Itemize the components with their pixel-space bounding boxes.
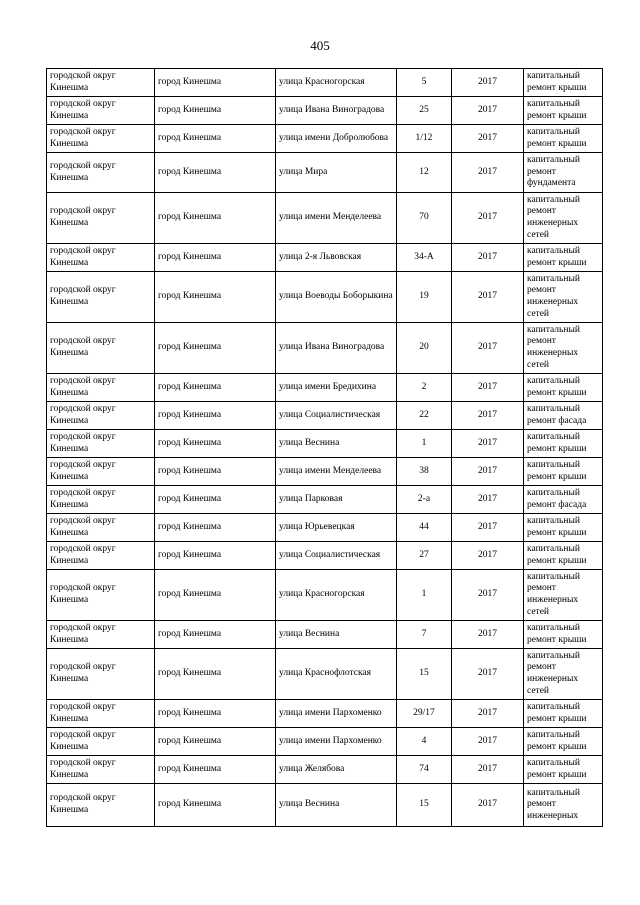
- table-body: [47, 69, 603, 827]
- house-number-cell: 2: [397, 374, 452, 402]
- work-type-cell: капитальный ремонт крыши: [524, 125, 603, 153]
- house-number-cell: 70: [397, 193, 452, 244]
- house-number-cell: 22: [397, 402, 452, 430]
- district-cell: городской округ Кинешма: [47, 402, 155, 430]
- city-cell: город Кинешма: [155, 570, 276, 621]
- district-cell: городской округ Кинешма: [47, 514, 155, 542]
- house-number-cell: 38: [397, 458, 452, 486]
- city-cell: город Кинешма: [155, 514, 276, 542]
- street-cell: улица имени Пархоменко: [276, 728, 397, 756]
- street-cell: улица имени Менделеева: [276, 458, 397, 486]
- work-type-cell: капитальный ремонт крыши: [524, 458, 603, 486]
- table-row: [47, 97, 603, 125]
- table-row: [47, 514, 603, 542]
- table-row: [47, 69, 603, 97]
- street-cell: улица 2-я Львовская: [276, 244, 397, 272]
- house-number-cell: 27: [397, 542, 452, 570]
- work-type-cell: капитальный ремонт инженерных сетей: [524, 649, 603, 700]
- year-cell: 2017: [452, 193, 524, 244]
- house-number-cell: 12: [397, 153, 452, 193]
- work-type-cell: капитальный ремонт крыши: [524, 430, 603, 458]
- district-cell: городской округ Кинешма: [47, 621, 155, 649]
- street-cell: улица Социалистическая: [276, 542, 397, 570]
- work-type-cell: капитальный ремонт крыши: [524, 700, 603, 728]
- work-type-cell: капитальный ремонт инженерных сетей: [524, 272, 603, 323]
- work-type-cell: капитальный ремонт крыши: [524, 756, 603, 784]
- street-cell: улица Мира: [276, 153, 397, 193]
- district-cell: городской округ Кинешма: [47, 430, 155, 458]
- table-row: [47, 323, 603, 374]
- city-cell: город Кинешма: [155, 486, 276, 514]
- year-cell: 2017: [452, 514, 524, 542]
- year-cell: 2017: [452, 784, 524, 827]
- city-cell: город Кинешма: [155, 458, 276, 486]
- work-type-cell: капитальный ремонт крыши: [524, 542, 603, 570]
- table-row: [47, 244, 603, 272]
- table-row: [47, 402, 603, 430]
- city-cell: город Кинешма: [155, 69, 276, 97]
- street-cell: улица Ивана Виноградова: [276, 97, 397, 125]
- table-row: [47, 570, 603, 621]
- house-number-cell: 1/12: [397, 125, 452, 153]
- work-type-cell: капитальный ремонт крыши: [524, 69, 603, 97]
- house-number-cell: 1: [397, 430, 452, 458]
- year-cell: 2017: [452, 125, 524, 153]
- work-type-cell: капитальный ремонт фасада: [524, 402, 603, 430]
- street-cell: улица имени Бредихина: [276, 374, 397, 402]
- year-cell: 2017: [452, 570, 524, 621]
- house-number-cell: 29/17: [397, 700, 452, 728]
- city-cell: город Кинешма: [155, 153, 276, 193]
- year-cell: 2017: [452, 272, 524, 323]
- district-cell: городской округ Кинешма: [47, 69, 155, 97]
- city-cell: город Кинешма: [155, 97, 276, 125]
- street-cell: улица Парковая: [276, 486, 397, 514]
- street-cell: улица Юрьевецкая: [276, 514, 397, 542]
- house-number-cell: 20: [397, 323, 452, 374]
- table-row: [47, 153, 603, 193]
- year-cell: 2017: [452, 323, 524, 374]
- work-type-cell: капитальный ремонт инженерных сетей: [524, 570, 603, 621]
- house-number-cell: 5: [397, 69, 452, 97]
- table-row: [47, 649, 603, 700]
- year-cell: 2017: [452, 69, 524, 97]
- year-cell: 2017: [452, 458, 524, 486]
- street-cell: улица Красногорская: [276, 69, 397, 97]
- work-type-cell: капитальный ремонт крыши: [524, 374, 603, 402]
- city-cell: город Кинешма: [155, 542, 276, 570]
- district-cell: городской округ Кинешма: [47, 323, 155, 374]
- table-row: [47, 728, 603, 756]
- table-row: [47, 542, 603, 570]
- year-cell: 2017: [452, 153, 524, 193]
- year-cell: 2017: [452, 244, 524, 272]
- house-number-cell: 15: [397, 649, 452, 700]
- street-cell: улица Краснофлотская: [276, 649, 397, 700]
- year-cell: 2017: [452, 728, 524, 756]
- year-cell: 2017: [452, 374, 524, 402]
- year-cell: 2017: [452, 486, 524, 514]
- work-type-cell: капитальный ремонт крыши: [524, 728, 603, 756]
- table-row: [47, 486, 603, 514]
- repair-registry-table: [46, 68, 603, 827]
- district-cell: городской округ Кинешма: [47, 649, 155, 700]
- district-cell: городской округ Кинешма: [47, 756, 155, 784]
- district-cell: городской округ Кинешма: [47, 153, 155, 193]
- street-cell: улица Веснина: [276, 430, 397, 458]
- table-row: [47, 756, 603, 784]
- house-number-cell: 25: [397, 97, 452, 125]
- work-type-cell: капитальный ремонт инженерных сетей: [524, 323, 603, 374]
- city-cell: город Кинешма: [155, 756, 276, 784]
- district-cell: городской округ Кинешма: [47, 458, 155, 486]
- city-cell: город Кинешма: [155, 700, 276, 728]
- work-type-cell: капитальный ремонт крыши: [524, 97, 603, 125]
- street-cell: улица Воеводы Боборыкина: [276, 272, 397, 323]
- city-cell: город Кинешма: [155, 323, 276, 374]
- district-cell: городской округ Кинешма: [47, 244, 155, 272]
- street-cell: улица имени Пархоменко: [276, 700, 397, 728]
- table-row: [47, 784, 603, 827]
- district-cell: городской округ Кинешма: [47, 97, 155, 125]
- district-cell: городской округ Кинешма: [47, 784, 155, 827]
- district-cell: городской округ Кинешма: [47, 542, 155, 570]
- city-cell: город Кинешма: [155, 244, 276, 272]
- district-cell: городской округ Кинешма: [47, 728, 155, 756]
- house-number-cell: 34-А: [397, 244, 452, 272]
- work-type-cell: капитальный ремонт инженерных: [524, 784, 603, 827]
- table-row: [47, 374, 603, 402]
- district-cell: городской округ Кинешма: [47, 486, 155, 514]
- year-cell: 2017: [452, 542, 524, 570]
- page-number: 405: [310, 38, 330, 53]
- street-cell: улица Социалистическая: [276, 402, 397, 430]
- city-cell: город Кинешма: [155, 784, 276, 827]
- house-number-cell: 2-а: [397, 486, 452, 514]
- district-cell: городской округ Кинешма: [47, 272, 155, 323]
- house-number-cell: 4: [397, 728, 452, 756]
- table-row: [47, 430, 603, 458]
- year-cell: 2017: [452, 700, 524, 728]
- district-cell: городской округ Кинешма: [47, 570, 155, 621]
- street-cell: улица Красногорская: [276, 570, 397, 621]
- district-cell: городской округ Кинешма: [47, 374, 155, 402]
- house-number-cell: 1: [397, 570, 452, 621]
- year-cell: 2017: [452, 402, 524, 430]
- table-row: [47, 193, 603, 244]
- year-cell: 2017: [452, 649, 524, 700]
- district-cell: городской округ Кинешма: [47, 125, 155, 153]
- city-cell: город Кинешма: [155, 125, 276, 153]
- street-cell: улица имени Добролюбова: [276, 125, 397, 153]
- street-cell: улица имени Менделеева: [276, 193, 397, 244]
- house-number-cell: 19: [397, 272, 452, 323]
- table-row: [47, 272, 603, 323]
- work-type-cell: капитальный ремонт фасада: [524, 486, 603, 514]
- city-cell: город Кинешма: [155, 272, 276, 323]
- year-cell: 2017: [452, 756, 524, 784]
- city-cell: город Кинешма: [155, 621, 276, 649]
- city-cell: город Кинешма: [155, 649, 276, 700]
- street-cell: улица Желябова: [276, 756, 397, 784]
- table-row: [47, 125, 603, 153]
- city-cell: город Кинешма: [155, 728, 276, 756]
- house-number-cell: 15: [397, 784, 452, 827]
- street-cell: улица Веснина: [276, 621, 397, 649]
- table-row: [47, 700, 603, 728]
- house-number-cell: 74: [397, 756, 452, 784]
- table-row: [47, 621, 603, 649]
- city-cell: город Кинешма: [155, 193, 276, 244]
- table-row: [47, 458, 603, 486]
- year-cell: 2017: [452, 621, 524, 649]
- street-cell: улица Веснина: [276, 784, 397, 827]
- city-cell: город Кинешма: [155, 402, 276, 430]
- street-cell: улица Ивана Виноградова: [276, 323, 397, 374]
- work-type-cell: капитальный ремонт крыши: [524, 621, 603, 649]
- work-type-cell: капитальный ремонт крыши: [524, 244, 603, 272]
- work-type-cell: капитальный ремонт фундамента: [524, 153, 603, 193]
- work-type-cell: капитальный ремонт крыши: [524, 514, 603, 542]
- year-cell: 2017: [452, 97, 524, 125]
- district-cell: городской округ Кинешма: [47, 193, 155, 244]
- district-cell: городской округ Кинешма: [47, 700, 155, 728]
- city-cell: город Кинешма: [155, 430, 276, 458]
- house-number-cell: 7: [397, 621, 452, 649]
- year-cell: 2017: [452, 430, 524, 458]
- house-number-cell: 44: [397, 514, 452, 542]
- work-type-cell: капитальный ремонт инженерных сетей: [524, 193, 603, 244]
- city-cell: город Кинешма: [155, 374, 276, 402]
